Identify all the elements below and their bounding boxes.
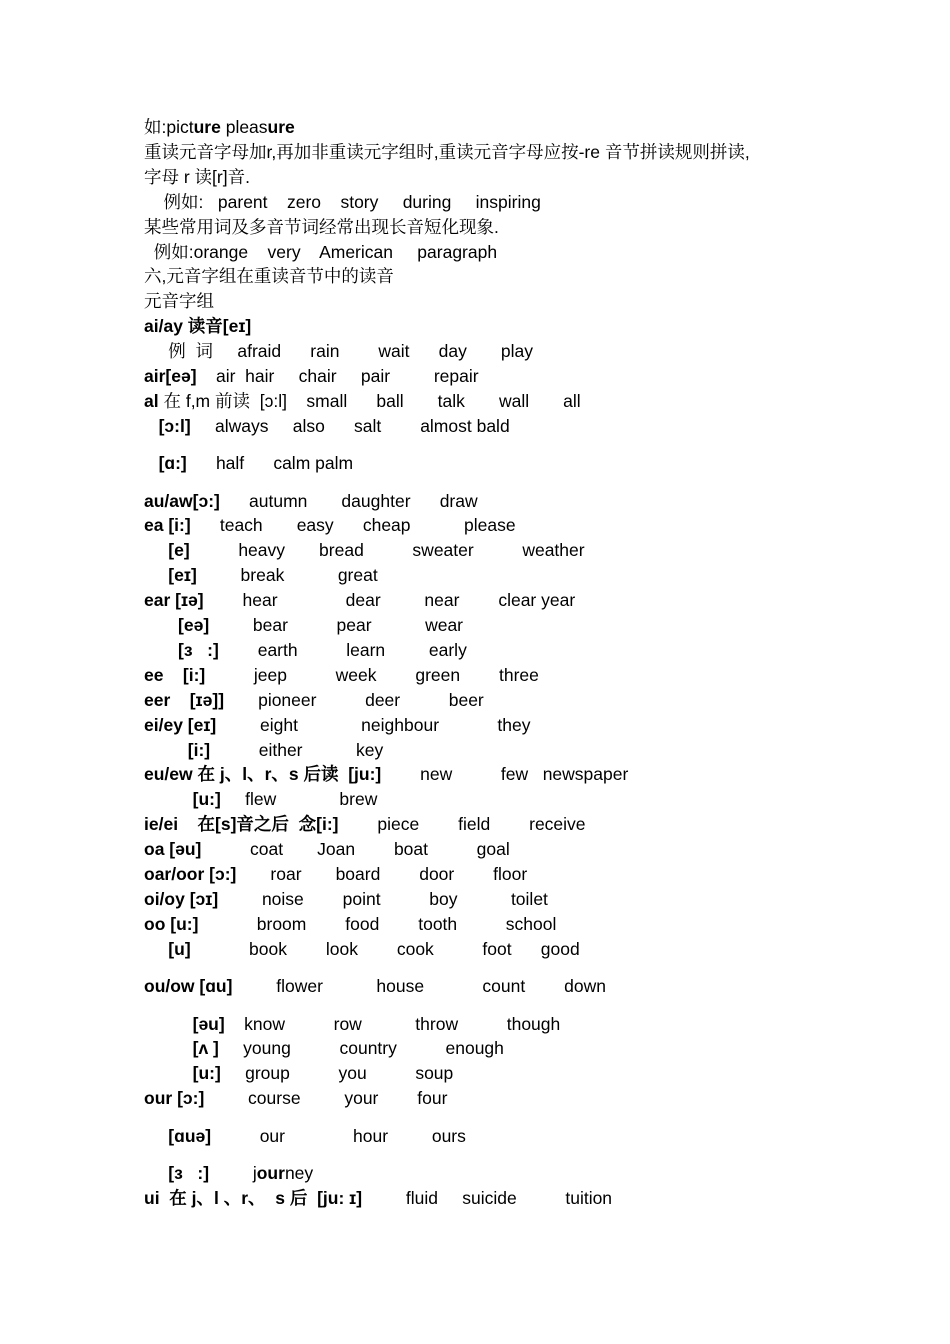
text-line	[144, 714, 530, 736]
text-segment: coat Joan boat goal	[201, 839, 510, 859]
text-segment: [ɔ:l]	[144, 416, 191, 436]
text-line	[144, 739, 383, 761]
text-line	[144, 614, 463, 636]
text-line	[144, 689, 484, 711]
text-line	[144, 216, 499, 238]
text-segment: broom food tooth school	[198, 914, 557, 934]
text-segment: au/aw[ɔ:]	[144, 491, 220, 511]
text-segment: [ʌ ]	[144, 1038, 219, 1058]
text-segment: ney	[284, 1163, 314, 1183]
text-line	[144, 1087, 447, 1109]
text-segment: 例如:orange very American paragraph	[144, 242, 498, 262]
text-segment: noise point boy toilet	[218, 889, 548, 909]
text-segment: eight neighbour they	[216, 715, 531, 735]
text-line	[144, 888, 548, 910]
text-line	[144, 290, 214, 312]
text-line	[144, 813, 586, 835]
text-segment: [ɑuə]	[144, 1126, 212, 1146]
text-line	[144, 116, 295, 138]
text-segment: 如:pict	[144, 117, 194, 137]
text-line	[144, 564, 378, 586]
text-segment: [ɑ:]	[144, 453, 187, 473]
text-segment: ui 在 j、l 、r、 s 后 [ju: ɪ]	[144, 1188, 363, 1208]
text-line	[144, 166, 250, 188]
text-segment: ure	[193, 117, 221, 137]
text-line	[144, 539, 585, 561]
text-segment: eer [ɪə]]	[144, 690, 225, 710]
text-line	[144, 415, 510, 437]
text-segment: ea [i:]	[144, 515, 191, 535]
text-segment: teach easy cheap please	[190, 515, 516, 535]
text-line	[144, 365, 479, 387]
text-segment: new few newspaper	[381, 764, 629, 784]
text-line	[144, 452, 353, 474]
text-line	[144, 938, 580, 960]
text-segment: 在 f,m 前读 [ɔ:l] small ball talk wall all	[158, 391, 581, 411]
text-segment: 在[s]音之后 念[i:]	[197, 814, 339, 834]
text-segment: ee [i:]	[144, 665, 206, 685]
text-segment: our	[256, 1163, 285, 1183]
text-line	[144, 589, 575, 611]
text-segment: [u:]	[144, 1063, 221, 1083]
text-segment: ure	[267, 117, 295, 137]
text-segment: 例如: parent zero story during inspiring	[144, 192, 541, 212]
text-segment: ear [ɪə]	[144, 590, 204, 610]
text-segment: know row throw though	[224, 1014, 561, 1034]
text-line	[144, 514, 516, 536]
text-line	[144, 664, 539, 686]
text-line	[144, 1062, 453, 1084]
text-line	[144, 1187, 612, 1209]
text-segment: 重读元音字母加r,再加非重读元字组时,重读元音字母应按-re 音节拼读规则拼读,	[144, 142, 750, 162]
text-line	[144, 191, 541, 213]
text-segment: book look cook foot good	[190, 939, 580, 959]
text-segment: oa [əu]	[144, 839, 202, 859]
text-segment: [ɜ :]	[144, 640, 219, 660]
text-segment: flew brew	[220, 789, 378, 809]
text-segment: young country enough	[218, 1038, 504, 1058]
text-segment: group you soup	[220, 1063, 454, 1083]
text-segment: our hour ours	[211, 1126, 466, 1146]
text-segment: 某些常用词及多音节词经常出现长音短化现象.	[144, 217, 499, 237]
text-segment: [i:]	[144, 740, 211, 760]
text-segment	[178, 814, 197, 834]
text-segment: 字母 r 读[r]音.	[144, 167, 250, 187]
text-segment: jeep week green three	[205, 665, 539, 685]
text-line	[144, 838, 510, 860]
text-segment: air[eə]	[144, 366, 197, 386]
text-segment: air hair chair pair repair	[196, 366, 479, 386]
text-segment: pioneer deer beer	[224, 690, 484, 710]
text-segment: always also salt almost bald	[190, 416, 510, 436]
text-line	[144, 265, 394, 287]
text-line	[144, 141, 750, 163]
text-line	[144, 788, 377, 810]
text-segment: either key	[210, 740, 384, 760]
text-segment: 六,元音字组在重读音节中的读音	[144, 266, 394, 286]
text-line	[144, 490, 478, 512]
text-segment: ei/ey [eɪ]	[144, 715, 217, 735]
text-line	[144, 639, 467, 661]
text-line	[144, 1037, 504, 1059]
text-segment: oi/oy [ɔɪ]	[144, 889, 219, 909]
text-line	[144, 863, 527, 885]
text-segment: [u:]	[144, 789, 221, 809]
text-segment: ai/ay 读音[eɪ]	[144, 316, 252, 336]
text-line	[144, 315, 251, 337]
text-segment: break great	[196, 565, 378, 585]
text-segment: flower house count down	[232, 976, 606, 996]
text-line	[144, 1125, 466, 1147]
text-segment: bear pear wear	[209, 615, 464, 635]
text-line	[144, 763, 628, 785]
text-line	[144, 1013, 560, 1035]
text-segment: eu/ew 在 j、l、r、s 后读 [ju:]	[144, 764, 382, 784]
text-segment: ie/ei	[144, 814, 179, 834]
text-segment: 例 词 afraid rain wait day play	[144, 341, 534, 361]
text-line	[144, 975, 606, 997]
text-segment: j	[209, 1163, 257, 1183]
text-segment: earth learn early	[218, 640, 467, 660]
text-segment: [eə]	[144, 615, 210, 635]
text-segment: our	[144, 1088, 173, 1108]
text-segment: roar board door floor	[236, 864, 528, 884]
text-line	[144, 241, 497, 263]
text-segment: fluid suicide tuition	[362, 1188, 613, 1208]
text-line	[144, 390, 581, 412]
text-segment: pleas	[220, 117, 268, 137]
text-segment: oo [u:]	[144, 914, 199, 934]
text-segment: hear dear near clear year	[203, 590, 576, 610]
text-segment: al	[144, 391, 159, 411]
text-segment: ou/ow [ɑu]	[144, 976, 233, 996]
text-segment: [u]	[144, 939, 191, 959]
text-segment: [ɜ :]	[144, 1163, 210, 1183]
text-segment: [ɔ:]	[177, 1088, 205, 1108]
text-line	[144, 1162, 313, 1184]
text-segment: autumn daughter draw	[219, 491, 478, 511]
text-segment: piece field receive	[338, 814, 586, 834]
text-segment: course your four	[204, 1088, 448, 1108]
text-segment: 元音字组	[144, 291, 214, 311]
text-segment: [eɪ]	[144, 565, 197, 585]
text-line	[144, 340, 533, 362]
text-segment: [e]	[144, 540, 190, 560]
text-line	[144, 913, 556, 935]
text-segment: heavy bread sweater weather	[189, 540, 585, 560]
text-segment: [əu]	[144, 1014, 225, 1034]
text-segment: oar/oor [ɔ:]	[144, 864, 237, 884]
text-segment: half calm palm	[186, 453, 354, 473]
